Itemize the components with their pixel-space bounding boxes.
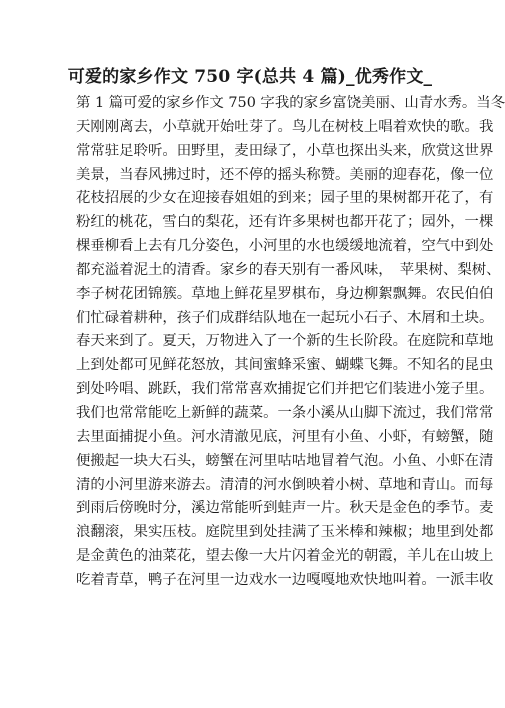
- text-line: 去里面捕捉小鱼。河水清澈见底，河里有小鱼、小虾，有螃蟹，随: [76, 428, 494, 445]
- text-line: 花枝招展的少女在迎接春姐姐的到来；园子里的果树都开花了，有: [76, 190, 494, 207]
- text-line: 都充溢着泥土的清香。家乡的春天别有一番风味， 苹果树、梨树、: [76, 261, 501, 278]
- essay-body: [76, 92, 505, 593]
- text-line: 到雨后傍晚时分，溪边常能听到蛙声一片。秋天是金色的季节。麦: [76, 500, 494, 517]
- text-line: 李子树花团锦簇。草地上鲜花星罗棋布，身边柳絮飘舞。农民伯伯: [76, 285, 494, 302]
- text-line: 棵垂柳看上去有几分姿色，小河里的水也缓缓地流着，空气中到处: [76, 238, 494, 255]
- text-line: 们忙碌着耕种，孩子们成群结队地在一起玩小石子、木屑和土块。: [76, 309, 494, 326]
- text-line: 清的小河里游来游去。清清的河水倒映着小树、草地和青山。而每: [76, 476, 494, 493]
- text-line: 便搬起一块大石头，螃蟹在河里咕咕地冒着气泡。小鱼、小虾在清: [76, 452, 494, 469]
- text-line: 浪翻滚，果实压枝。庭院里到处挂满了玉米棒和辣椒；地里到处都: [76, 524, 494, 541]
- text-line: 天刚刚离去，小草就开始吐芽了。鸟儿在树枝上唱着欢快的歌。我: [76, 118, 494, 135]
- text-line: 到处吟唱、跳跃，我们常常喜欢捕捉它们并把它们装进小笼子里。: [76, 381, 494, 398]
- text-line: 吃着青草，鸭子在河里一边戏水一边嘎嘎地欢快地叫着。一派丰收: [76, 571, 494, 588]
- text-line: 我们也常常能吃上新鲜的蔬菜。一条小溪从山脚下流过，我们常常: [76, 404, 494, 421]
- document-title: 可爱的家乡作文 750 字(总共 4 篇)_优秀作文_: [67, 67, 433, 87]
- text-line: 美景，当春风拂过时，还不停的摇头称赞。美丽的迎春花，像一位: [76, 166, 494, 183]
- text-line: 粉红的桃花，雪白的梨花，还有许多果树也都开花了；园外，一棵: [76, 214, 494, 231]
- text-line: 常常驻足聆听。田野里，麦田绿了，小草也探出头来，欣赏这世界: [76, 142, 494, 159]
- text-line: 是金黄色的油菜花，望去像一大片闪着金光的朝霞，羊儿在山坡上: [76, 548, 494, 565]
- text-line: 上到处都可见鲜花怒放，其间蜜蜂采蜜、蝴蝶飞舞。不知名的昆虫: [76, 357, 494, 374]
- text-line: 第 1 篇可爱的家乡作文 750 字我的家乡富饶美丽、山青水秀。当冬: [76, 95, 505, 111]
- text-line: 春天来到了。夏天，万物进入了一个新的生长阶段。在庭院和草地: [76, 333, 494, 350]
